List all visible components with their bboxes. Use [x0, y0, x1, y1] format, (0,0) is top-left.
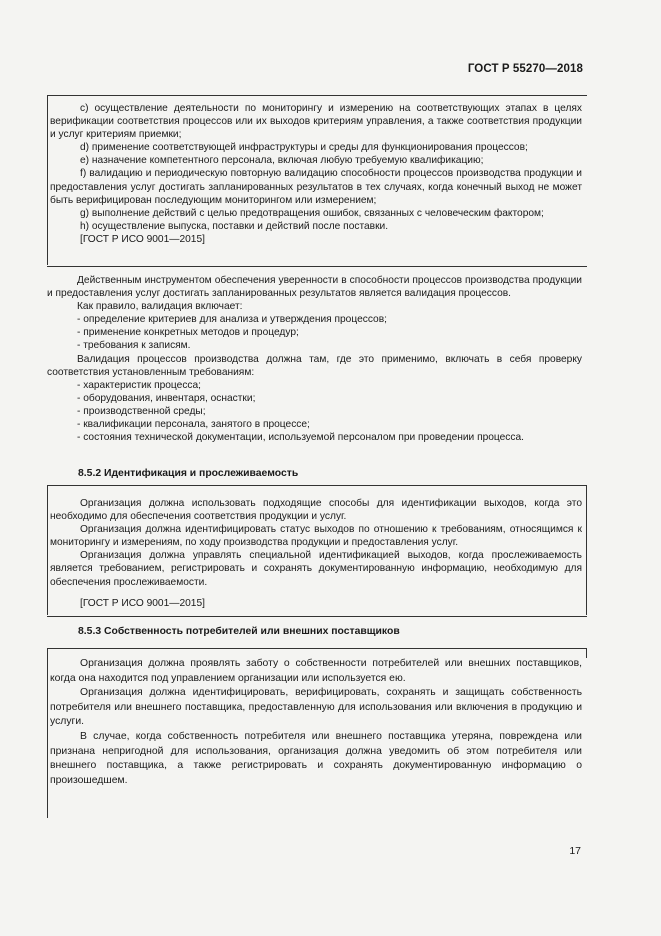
- list-item: - квалификации персонала, занятого в процессе;: [77, 419, 310, 431]
- list-item: - требования к записям.: [77, 340, 191, 352]
- quote-box-2-content: [50, 497, 582, 610]
- paragraph: Организация должна использовать подходящие способы для идентификации выходов, когда это необходимо для обеспечения соответствия продукции и услуг.: [50, 498, 582, 523]
- box-3-right-border: [586, 648, 587, 658]
- paragraph: Организация должна управлять специальной идентификацией выходов, когда прослеживаемость является требованием, регистрировать и сохранять документированную информацию, необходимую для обеспечения прослеживаемости.: [50, 550, 582, 588]
- list-item-e: е) назначение компетентного персонала, включая любую требуемую квалификацию;: [80, 155, 484, 167]
- list-item-f: f) валидацию и периодическую повторную валидацию способности процессов производства продукции и предоставления услуг достигать запланированных результатов в тех случаях, когда конечный выход не может быть верифицирован последующим мониторингом или измерением;: [50, 168, 582, 206]
- page-number: 17: [569, 845, 581, 857]
- box-2-right-border: [586, 485, 587, 615]
- list-item: - применение конкретных методов и процедур;: [77, 327, 299, 339]
- quote-box-3-content: [50, 657, 582, 788]
- section-heading-8-5-2: 8.5.2 Идентификация и прослеживаемость: [78, 468, 299, 479]
- paragraph: Организация должна идентифицировать статус выходов по отношению к требованиям, относящимся к мониторингу и измерениям, по ходу производства продукции и предоставления услуг.: [50, 524, 582, 549]
- validation-intro: Действенным инструментом обеспечения уверенности в способности процессов производства продукции и предоставления услуг достигать запланированных результатов является валидация процессов.: [47, 275, 582, 300]
- paragraph: В случае, когда собственность потребителя или внешнего поставщика утеряна, повреждена или признана непригодной для использования, организация должна уведомить об этом потребителя или внешнего поставщика, а также регистрировать и сохранять документированную информацию о произошедшем.: [50, 730, 582, 786]
- list-item: - оборудования, инвентаря, оснастки;: [77, 392, 256, 404]
- standard-reference: [ГОСТ Р ИСО 9001—2015]: [80, 233, 205, 245]
- list-item: - производственной среды;: [77, 405, 206, 417]
- list-item-d: d) применение соответствующей инфраструктуры и среды для функционирования процессов;: [80, 142, 528, 154]
- box-3-left-border: [47, 648, 48, 818]
- box-2-left-border: [47, 485, 48, 615]
- section-heading-8-5-3: 8.5.3 Собственность потребителей или внешних поставщиков: [78, 626, 400, 637]
- list-item-c: с) осуществление деятельности по мониторингу и измерению на соответствующих этапах в целях верификации соответствия процессов или их выходов критериям управления, а также соответствия продукции и услуг критериям приемки;: [50, 103, 582, 141]
- list-item: - характеристик процесса;: [77, 379, 202, 391]
- list-item: - состояния технической документации, используемой персоналом при проведении процесса.: [77, 432, 524, 444]
- paragraph: Организация должна идентифицировать, верифицировать, сохранять и защищать собственность потребителя или внешнего поставщика, предоставленную для использования или включения в продукцию и услуги.: [50, 687, 582, 728]
- list-item-h: h) осуществление выпуска, поставки и действий после поставки.: [80, 220, 389, 232]
- validation-check-intro: Валидация процессов производства должна там, где это применимо, включать в себя проверку соответствия установленным требованиям:: [47, 353, 582, 378]
- list-item: - определение критериев для анализа и утверждения процессов;: [77, 314, 387, 326]
- validation-section: [47, 274, 582, 444]
- box-1-left-border: [47, 95, 48, 265]
- quote-box-1-content: [50, 102, 582, 246]
- list-item-g: g) выполнение действий с целью предотвращения ошибок, связанных с человеческим фактором;: [80, 207, 544, 219]
- paragraph: Организация должна проявлять заботу о собственности потребителей или внешних поставщиков, когда она находится под управлением организации или используется ею.: [50, 658, 582, 684]
- standard-reference: [ГОСТ Р ИСО 9001—2015]: [80, 597, 205, 609]
- document-code: ГОСТ Р 55270—2018: [467, 63, 583, 75]
- validation-rule: Как правило, валидация включает:: [77, 301, 243, 313]
